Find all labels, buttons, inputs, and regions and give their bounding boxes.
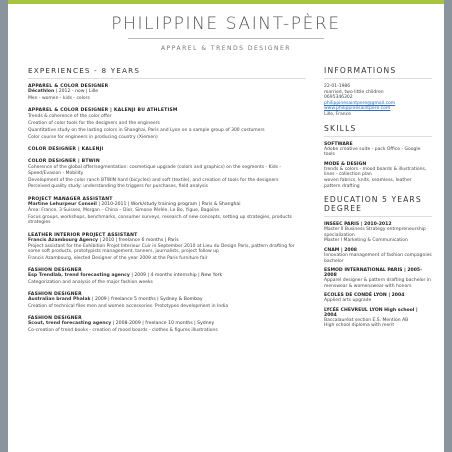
experience-description: Coherence of the global offer/segmentation: cosmetique upgrade (colors and graphics) on the segments - Kids - Speed/Evasion - Mobility [28,165,282,176]
skills-section [324,124,432,190]
experience-dates: | 2008-2009 | freelance 10 months | Sydney [111,321,215,327]
experience-entry [28,316,306,333]
experience-entry [28,108,306,140]
education-section [324,195,432,329]
experience-dates: | 2010 | freelance 6 months | Paris [98,237,179,243]
experience-description: Project assistant for the Exhibition Projet Interieur Cuir in September 2010 at Lieu du Design Paris, pattern drafting for some soft products, prototypists management, tanners, journalists, project follow up [28,244,295,255]
skill-line: woven fabrics, knits, seamless, leather [324,177,412,183]
birth-date: 22-01-1986 [324,84,351,89]
experience-description: Co-creation of trend books - creation of mood boards - clothes & figures illustrations [28,327,218,333]
experience-company-line [28,89,306,94]
experience-entry [28,159,306,190]
experience-dates: | 2009 | freelance 5 months | Sydney & Bombay [90,297,203,303]
experience-list [28,84,306,333]
skill-line: trends & colors - mood boards & illustrations, lines - collection plan [324,166,427,178]
email-link[interactable]: philippinesaintpere@gmail.com [324,100,396,106]
experience-role: LEATHER INTERIOR PROJECT ASSISTANT [28,232,138,238]
family-status: married, two little children [324,89,384,95]
experience-description: Perceived quality study: understanding the triggers for purchases, field analysis [28,184,208,190]
experience-description: Área: France, 3 Suisses, Morgan – China – Dior, Simone Pérèle, Le Bo, Yigue, Bagoïne [28,208,220,214]
experience-role: COLOR DESIGNER | KALENJI [28,146,104,152]
degree-line: Baccalauréat section E.S. Mention AB [324,317,409,323]
experience-description: Development of the color ranch BTWIN hard (bicycles) and soft (textile), and creation of tools for the designers [28,177,279,183]
experience-role: PROJECT MANAGER ASSISTANT [28,196,113,202]
experience-company: Décathlon [28,89,55,94]
person-name: PHILIPPINE SAINT-PÈRE [111,14,341,34]
experience-role: APPAREL & COLOR DESIGNER [28,84,109,89]
experiences-section [28,66,306,340]
website-link[interactable]: www.philippinesaintpere.com [324,106,391,112]
experience-role: FASHION DESIGNER [28,292,82,298]
school-heading: INSEEC PARIS | 2010-2012 [324,222,392,228]
job-subtitle: APPAREL & TRENDS DESIGNER [161,45,291,52]
experience-company-line [28,238,306,243]
informations-title: INFORMATIONS [324,66,432,79]
experience-entry [28,233,306,262]
experience-company: Australian brand Phalak [28,297,91,303]
experience-company: Scout, trend forecasting agency [28,321,112,327]
experience-entry [28,147,306,152]
experience-description: Categorization and analysis of the major fashion weeks [28,279,153,285]
experience-entry [28,197,306,226]
degree-line: Innovation management of fashion compagnies bachelor [324,252,432,264]
school-heading: LYCÉE CHEVREUL LYON High school | 2004 [324,307,418,318]
degree-line: Master II Business Strategy entrepreneurship specialization [324,227,426,238]
experience-dates: | 2010-2011 | Work/study training program | Paris & Shanghai [96,201,241,207]
degree-line: Master I Marketing & Communication [324,238,408,244]
school-heading: ECOLES DE CONDÉ LYON | 2004 [324,293,405,299]
experience-role: COLOR DESIGNER | BTWIN [28,158,100,164]
experiences-title: EXPERIENCES - 8 YEARS [28,66,306,79]
school-heading: CNAM | 2008 [324,247,358,253]
skills-title: SKILLS [324,124,432,137]
experience-company-line [28,321,306,326]
experience-description: Focus groups, workshops, benchmarks, consumer surveys, research of new concepts, setting up strategies, products strategies [28,214,292,226]
resume-page [8,0,444,452]
education-title: EDUCATION 5 YEARS DEGREE [324,195,432,217]
skill-heading: SOFTWARE [324,141,353,147]
experience-description: Creation of technical files men and women accessories. Prototypes development in India [28,303,229,309]
experience-entry [28,268,306,285]
experience-description: Trends & coherence of the color offer [28,114,112,120]
experience-company: Francis Azambourg Agency [28,237,99,243]
header-divider [128,38,324,39]
experience-role: APPAREL & COLOR DESIGNER | KALENJI BU ATHLETISM [28,107,178,113]
phone-number: 0695346302 [324,95,353,101]
informations-section [324,66,432,118]
degree-line: High school diploma with merit [324,323,395,329]
experience-description: Men - women - kids - colors [28,95,90,101]
location: Lille, France [324,111,351,117]
experience-description: Quantitative study on the lasting colors in Shanghai, Paris and Lyon on a sample group of 300 costumers [28,127,265,133]
degree-line: Applied arts upgrade [324,298,372,304]
experience-company-line [28,202,306,207]
experience-dates: | 2009 | 4 months internship | New York [129,273,223,279]
experience-role: FASHION DESIGNER [28,316,82,322]
experience-company-line [28,273,306,278]
experience-description: Color course for engineers in producing country (Xiemen) [28,134,158,140]
experience-description: Francis Azambourg, elected Designer of the year 2009 at the Paris furniture fair [28,256,208,262]
skill-heading: MODE & DESIGN [324,161,367,167]
experience-description: Creation of color tools for the designers and the engineers [28,121,160,127]
school-heading: ESMOD INTERNATIONAL PARIS | 2005-2008 [324,268,423,279]
experience-entry [28,292,306,309]
experience-dates: | 2012 - now | Lille [54,89,99,94]
skill-line: Adobe creative suite - pack Office - Google tools [324,146,421,158]
header-accent-bar [8,0,444,4]
experience-role: FASHION DESIGNER [28,268,82,274]
experience-company: Esp Trendlab, trend forecasting agency [28,273,130,279]
experience-company: Martine Lehurpeur Conseil [28,201,97,207]
degree-line: Apparel designer & pattern drafting bachelor in menswear & womenswear with honors [324,278,431,289]
experience-entry [28,84,306,101]
skill-line: pattern drafting [324,183,360,189]
sidebar [324,66,432,335]
experience-company-line [28,297,306,302]
